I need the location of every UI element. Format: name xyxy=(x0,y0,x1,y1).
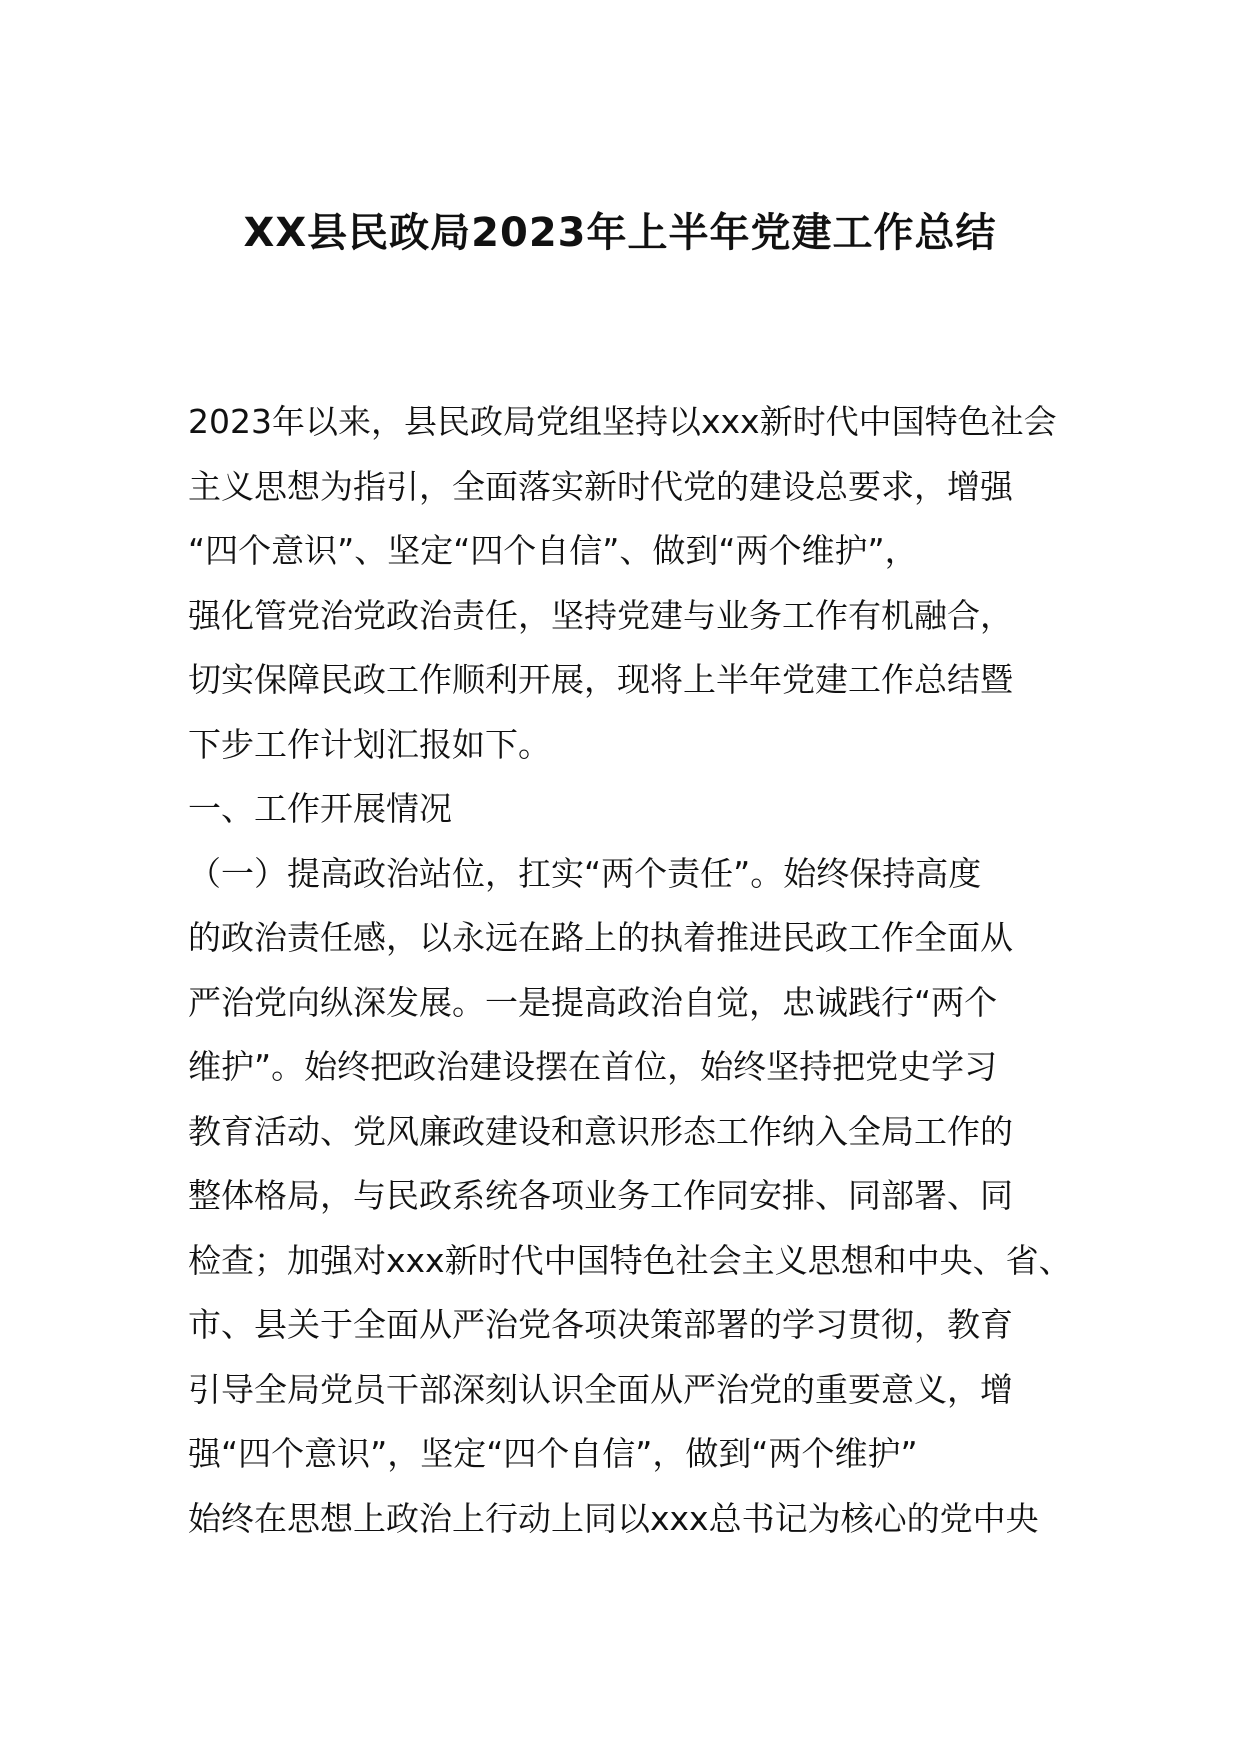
paragraph-line: 2023年以来，县民政局党组坚持以xxx新时代中国特色社会 xyxy=(188,402,1057,441)
paragraph-line: 严治党向纵深发展。一是提高政治自觉，忠诚践行“两个 xyxy=(188,982,998,1022)
paragraph-line: 主义思想为指引，全面落实新时代党的建设总要求，增强 xyxy=(188,466,1013,506)
paragraph-line: 维护”。始终把政治建设摆在首位，始终坚持把党史学习 xyxy=(188,1047,998,1086)
document-body xyxy=(188,390,1072,1551)
paragraph-line: 始终在思想上政治上行动上同以xxx总书记为核心的党中央 xyxy=(188,1498,1039,1538)
paragraph-line: 强化管党治党政治责任，坚持党建与业务工作有机融合， xyxy=(188,595,1013,635)
paragraph-line: 的政治责任感，以永远在路上的执着推进民政工作全面从 xyxy=(188,918,1013,957)
paragraph-line: 引导全局党员干部深刻认识全面从严治党的重要意义，增 xyxy=(188,1369,1013,1409)
paragraph-line: 市、县关于全面从严治党各项决策部署的学习贯彻，教育 xyxy=(188,1305,1013,1344)
document-title: XX县民政局2023年上半年党建工作总结 xyxy=(243,210,997,256)
paragraph-line: 整体格局，与民政系统各项业务工作同安排、同部署、同 xyxy=(188,1176,1013,1215)
paragraph-line: 切实保障民政工作顺利开展，现将上半年党建工作总结暨 xyxy=(188,660,1013,699)
paragraph-line: 强“四个意识”，坚定“四个自信”，做到“两个维护” xyxy=(188,1434,918,1473)
section-heading: 一、工作开展情况 xyxy=(188,789,452,828)
paragraph-line: 教育活动、党风廉政建设和意识形态工作纳入全局工作的 xyxy=(188,1111,1013,1151)
paragraph-line: “四个意识”、坚定“四个自信”、做到“两个维护”， xyxy=(188,531,918,570)
paragraph-line: 检查；加强对xxx新时代中国特色社会主义思想和中央、省、 xyxy=(188,1240,1072,1280)
paragraph-line: （一）提高政治站位，扛实“两个责任”。始终保持高度 xyxy=(188,853,982,893)
paragraph-line: 下步工作计划汇报如下。 xyxy=(188,724,551,764)
